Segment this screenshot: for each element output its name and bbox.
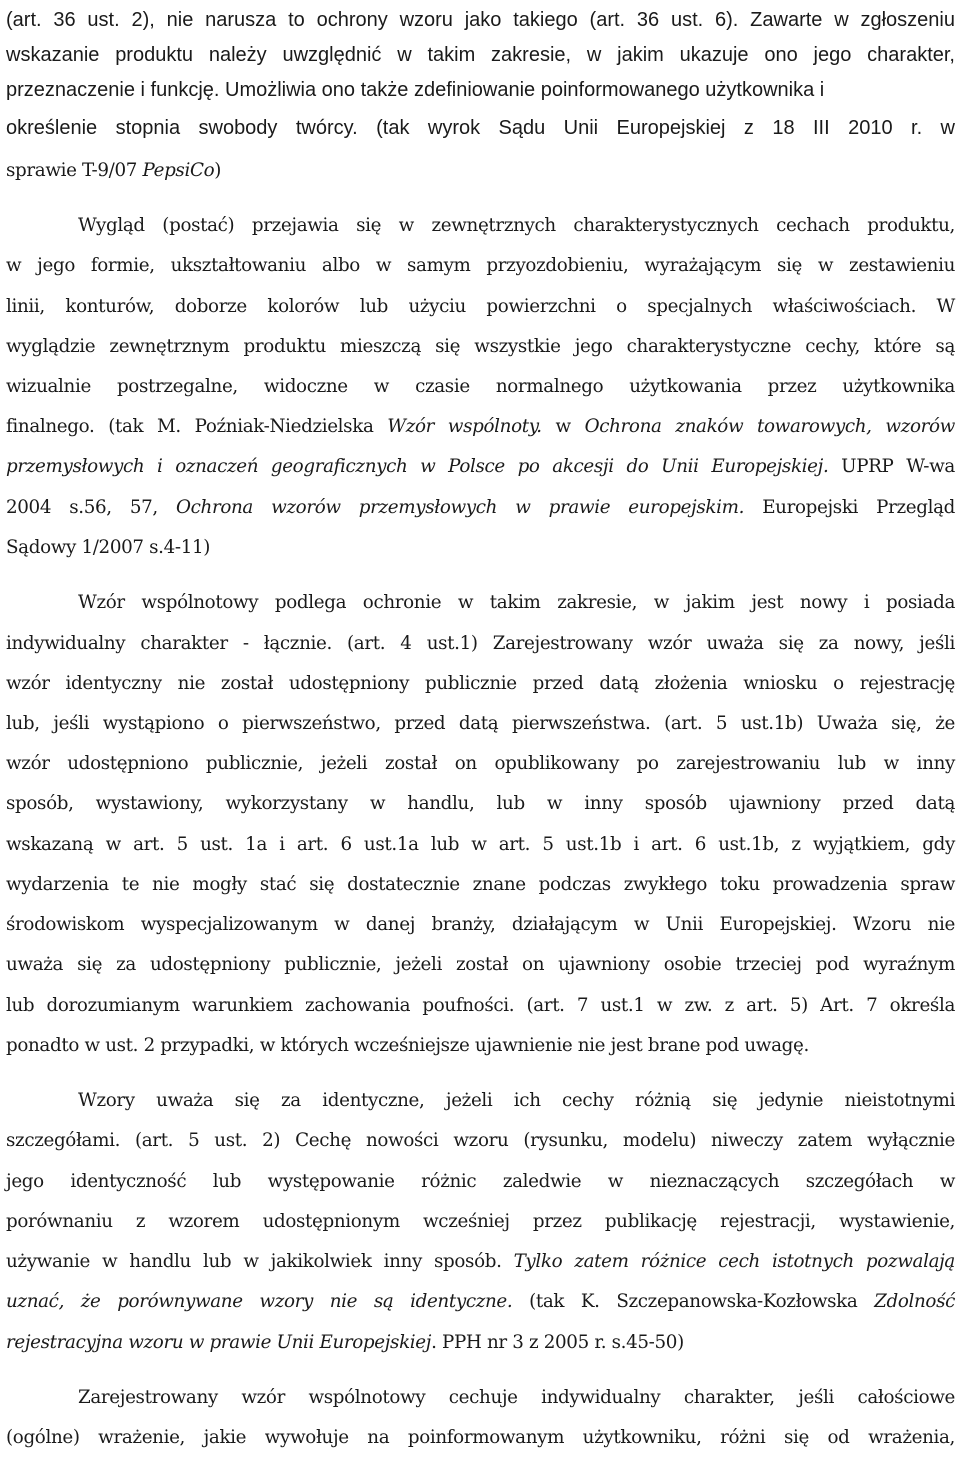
text-line-l03: [6, 70, 955, 110]
text-run: wzór identyczny nie został udostępniony publicznie przed datą złożenia wniosku o rejestrację: [6, 673, 955, 694]
text-line-l16: [6, 624, 955, 664]
text-run: . PPH nr 3 z 2005 r. s.45-50): [431, 1332, 684, 1353]
text-run: (tak K. Szczepanowska-Kozłowska: [512, 1291, 875, 1312]
italic-text-run: Wzór wspólnoty.: [387, 416, 542, 437]
text-line-l01: [6, 0, 955, 40]
text-line-l10: [6, 367, 955, 407]
text-line-l27: [6, 1081, 955, 1121]
text-run: używanie w handlu lub w jakikolwiek inny sposób.: [6, 1251, 514, 1272]
italic-text-run: Tylko zatem różnice cech istotnych pozwalają: [513, 1251, 955, 1272]
italic-text-run: rejestracyjna wzoru w prawie Unii Europejskiej: [6, 1332, 432, 1353]
text-line-l30: [6, 1202, 955, 1242]
text-run: w: [541, 416, 585, 437]
text-run: Wzór wspólnotowy podlega ochronie w takim zakresie, w jakim jest nowy i posiada: [78, 592, 955, 613]
text-run: linii, konturów, doborze kolorów lub użyciu powierzchni o specjalnych właściwościach. W: [6, 296, 955, 317]
text-run: jego identyczność lub występowanie różnic zaledwie w nieznaczących szczegółach w: [6, 1171, 955, 1192]
text-line-l35: [6, 1418, 955, 1458]
text-line-l20: [6, 784, 955, 824]
text-line-l34: [6, 1378, 955, 1418]
text-run: Wzory uważa się za identyczne, jeżeli ich cechy różnią się jedynie nieistotnymi: [78, 1090, 955, 1111]
text-line-l06: [6, 206, 955, 246]
text-line-l19: [6, 744, 955, 784]
text-run: indywidualny charakter - łącznie. (art. 4 ust.1) Zarejestrowany wzór uważa się za nowy, jeśli: [6, 633, 955, 654]
text-line-l08: [6, 287, 955, 327]
text-run: szczegółami. (art. 5 ust. 2) Cechę nowości wzoru (rysunku, modelu) niweczy zatem wyłącznie: [6, 1130, 955, 1151]
text-line-l26: [6, 1026, 955, 1066]
text-line-l15: [6, 583, 955, 623]
text-line-l18: [6, 704, 955, 744]
text-run: Wygląd (postać) przejawia się w zewnętrznych charakterystycznych cechach produktu,: [78, 215, 955, 236]
text-line-l04: [6, 108, 955, 148]
text-run: wzór udostępniono publicznie, jeżeli został on opublikowany po zarejestrowaniu lub w inny: [6, 753, 955, 774]
italic-text-run: Zdolność: [874, 1291, 955, 1312]
text-line-l29: [6, 1162, 955, 1202]
text-line-l21: [6, 825, 955, 865]
text-line-l11: [6, 407, 955, 447]
text-run: 2004 s.56, 57,: [6, 497, 177, 518]
text-run: lub, jeśli wystąpiono o pierwszeństwo, przed datą pierwszeństwa. (art. 5 ust.1b) Uważa się, że: [6, 713, 955, 734]
text-line-l28: [6, 1121, 955, 1161]
text-run: sposób, wystawiony, wykorzystany w handlu, lub w inny sposób ujawniony przed datą: [6, 793, 955, 814]
italic-text-run: Ochrona znaków towarowych, wzorów: [584, 416, 955, 437]
text-run: (ogólne) wrażenie, jakie wywołuje na poinformowanym użytkowniku, różni się od wrażenia,: [6, 1427, 955, 1448]
text-run: lub dorozumianym warunkiem zachowania poufności. (art. 7 ust.1 w zw. z art. 5) Art. 7 określa: [6, 995, 955, 1016]
text-run: finalnego. (tak M. Poźniak-Niedzielska: [6, 416, 388, 437]
text-line-l24: [6, 945, 955, 985]
text-run: uważa się za udostępniony publicznie, jeżeli został on ujawniony osobie trzeciej pod wyraźnym: [6, 954, 955, 975]
italic-text-run: Ochrona wzorów przemysłowych w prawie europejskim.: [176, 497, 745, 518]
text-line-l12: [6, 447, 955, 487]
text-line-l02: [6, 35, 955, 75]
text-run: porównaniu z wzorem udostępnionym wcześniej przez publikację rejestracji, wystawienie,: [6, 1211, 955, 1232]
text-run: przeznaczenie i funkcję. Umożliwia ono także zdefiniowanie poinformowanego użytkownika i: [6, 79, 825, 101]
text-line-l33: [6, 1323, 955, 1363]
text-run: sprawie T-9/07: [6, 160, 143, 181]
text-line-l22: [6, 865, 955, 905]
text-run: wydarzenia te nie mogły stać się dostatecznie znane podczas zwykłego toku prowadzenia spraw: [6, 874, 955, 895]
text-run: wyglądzie zewnętrznym produktu mieszczą się wszystkie jego charakterystyczne cechy, które są: [6, 336, 955, 357]
text-line-l13: [6, 488, 955, 528]
italic-text-run: przemysłowych i oznaczeń geograficznych w Polsce po akcesji do Unii Europejskiej.: [6, 456, 829, 477]
text-line-l17: [6, 664, 955, 704]
text-run: Sądowy 1/2007 s.4-11): [6, 537, 211, 558]
text-run: w jego formie, ukształtowaniu albo w samym przyozdobieniu, wyrażającym się w zestawieniu: [6, 255, 955, 276]
text-run: wskazaną w art. 5 ust. 1a i art. 6 ust.1a lub w art. 5 ust.1b i art. 6 ust.1b, z wyjątkiem, gdy: [6, 834, 955, 855]
text-run: Zarejestrowany wzór wspólnotowy cechuje indywidualny charakter, jeśli całościowe: [78, 1387, 955, 1408]
text-line-l05: [6, 151, 955, 191]
text-line-l23: [6, 905, 955, 945]
text-line-l32: [6, 1282, 955, 1322]
text-run: ponadto w ust. 2 przypadki, w których wcześniejsze ujawnienie nie jest brane pod uwagę.: [6, 1035, 809, 1056]
text-run: określenie stopnia swobody twórcy. (tak wyrok Sądu Unii Europejskiej z 18 III 2010 r. w: [6, 117, 955, 139]
italic-text-run: uznać, że porównywane wzory nie są identyczne.: [6, 1291, 513, 1312]
text-run: UPRP W-wa: [828, 456, 955, 477]
text-line-l14: [6, 528, 955, 568]
text-line-l25: [6, 986, 955, 1026]
text-run: Europejski Przegląd: [744, 497, 956, 518]
text-run: ): [214, 160, 222, 181]
text-run: wskazanie produktu należy uwzględnić w takim zakresie, w jakim ukazuje ono jego charakter,: [6, 44, 955, 66]
text-run: (art. 36 ust. 2), nie narusza to ochrony wzoru jako takiego (art. 36 ust. 6). Zawarte w zgłoszeniu: [6, 9, 955, 31]
text-run: wizualnie postrzegalne, widoczne w czasie normalnego użytkowania przez użytkownika: [6, 376, 955, 397]
text-line-l09: [6, 327, 955, 367]
text-line-l07: [6, 246, 955, 286]
text-line-l31: [6, 1242, 955, 1282]
text-run: środowiskom wyspecjalizowanym w danej branży, działającym w Unii Europejskiej. Wzoru nie: [6, 914, 955, 935]
italic-text-run: PepsiCo: [142, 160, 215, 181]
